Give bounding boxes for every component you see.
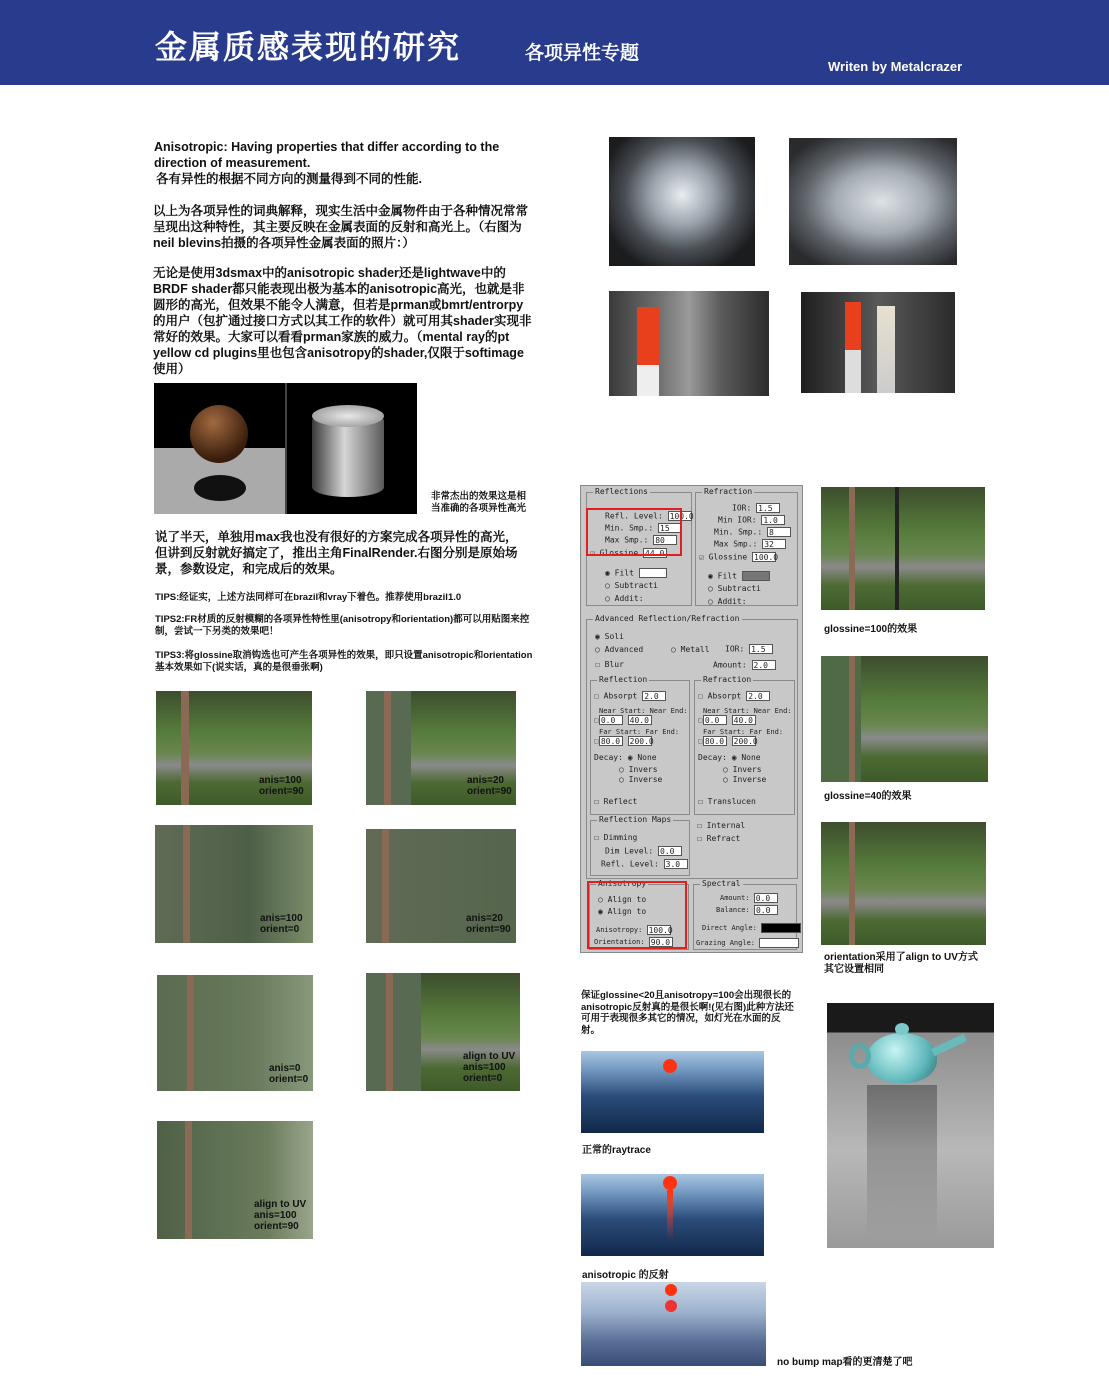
- absorpt-checkbox[interactable]: Absorpt: [603, 691, 638, 701]
- pole-shape: [386, 973, 393, 1091]
- panel-shape: [366, 973, 421, 1091]
- orientation-field[interactable]: 90.0: [649, 937, 673, 947]
- r-decay-inverse-radio[interactable]: Inverse: [732, 775, 767, 784]
- render-glossine-40: [821, 656, 988, 782]
- min-ior-field[interactable]: 1.0: [761, 515, 785, 525]
- shadow-shape: [194, 475, 246, 501]
- marker-body-shape: [845, 350, 861, 393]
- anisotropy-group: Anisotropy ○ Align to ◉ Align to Anisotropy: 100.0 Orientation: 90.0: [589, 884, 689, 950]
- internal-checkbox[interactable]: Internal: [706, 821, 746, 830]
- teapot-handle-shape: [849, 1043, 871, 1069]
- thumb-6-line1: align to UV: [463, 1051, 516, 1062]
- r-min-smp-label: Min. Smp.:: [714, 527, 763, 537]
- highlight-reflections: [586, 508, 682, 556]
- r-addit-radio[interactable]: Addit:: [717, 597, 747, 606]
- amount-label: Amount:: [713, 660, 747, 670]
- thumb-3: [155, 825, 313, 943]
- refraction-title: Refraction: [704, 487, 753, 496]
- direct-angle-label: Direct Angle:: [702, 924, 757, 932]
- tip-3: TIPS3:将glossine取消钩选也可产生各项异性的效果，即只设置anisotropic和orientation基本效果如下(说实话，真的是很垂张啊): [155, 650, 533, 673]
- thumb-4-line3: orient=90: [466, 924, 511, 935]
- thumb-7-line1: align to UV: [254, 1199, 307, 1210]
- align-to-radio-2[interactable]: Align to: [607, 907, 647, 916]
- r-near-start-field[interactable]: 0.0: [703, 715, 727, 725]
- refl-level-label: Refl. Level:: [605, 511, 663, 521]
- cylinder-top: [312, 405, 384, 427]
- r-max-smp-field[interactable]: 32: [762, 539, 786, 549]
- spectral-group: [693, 879, 797, 950]
- glossine-label[interactable]: Glossine: [599, 548, 639, 558]
- red-light-shape: [665, 1284, 677, 1296]
- teapot-reflection-shape: [867, 1085, 937, 1235]
- thumb-4: [366, 829, 516, 943]
- page-subtitle: 各项异性专题: [525, 42, 640, 64]
- r-decay-label: Decay:: [698, 753, 727, 762]
- r-filt-color-swatch[interactable]: [742, 571, 770, 581]
- photo-pot-2: [789, 138, 957, 265]
- thumb-1-line2: anis=100: [259, 775, 302, 786]
- thumb-6-line2: anis=100: [463, 1062, 506, 1073]
- addit-radio[interactable]: Addit:: [614, 594, 644, 603]
- thumb-3-line2: anis=100: [260, 913, 303, 924]
- thumb-5-line2: anis=0: [269, 1063, 301, 1074]
- r-absorpt-checkbox[interactable]: Absorpt: [707, 691, 742, 701]
- tip-1: TIPS:经证实，上述方法同样可在brazil和vray下着色。推荐使用brazil1.0: [155, 592, 462, 603]
- reflections-title: Reflections: [595, 487, 648, 496]
- teapot-body-shape: [867, 1033, 937, 1083]
- second-marker-shape: [877, 306, 895, 393]
- red-marker-shape: [637, 307, 659, 365]
- r-far-start-field[interactable]: 80.0: [703, 736, 727, 746]
- thumb-1-line3: orient=90: [259, 786, 304, 797]
- render-image: [154, 383, 417, 514]
- pole-shape: [382, 829, 389, 943]
- render-water-no-bump: [581, 1282, 766, 1366]
- direct-angle-swatch[interactable]: [761, 923, 801, 933]
- anisotropy-label: Anisotropy:: [596, 926, 643, 934]
- thumb-2-line2: anis=20: [467, 775, 504, 786]
- image-divider: [285, 383, 287, 514]
- subtracti-radio[interactable]: Subtracti: [614, 581, 658, 590]
- decay-label: Decay:: [594, 753, 623, 762]
- post-shape: [895, 487, 899, 610]
- reflection-maps-group: Reflection Maps ☐ Dimming Dim Level: 0.0 Refl. Level: 3.0: [590, 820, 690, 876]
- translucen-checkbox[interactable]: Translucen: [707, 797, 756, 806]
- pole-shape: [183, 825, 190, 943]
- pole-shape: [849, 487, 855, 610]
- definition-cn: 各有异性的根据不同方向的测量得到不同的性能.: [156, 172, 422, 186]
- pole-shape: [185, 1121, 192, 1239]
- r-max-smp-label: Max Smp.:: [714, 539, 758, 549]
- far-end-label: Far End:: [645, 728, 680, 736]
- r-min-smp-field[interactable]: 8: [767, 527, 791, 537]
- pole-shape: [187, 975, 194, 1091]
- reflection-maps-title: Reflection Maps: [599, 815, 672, 824]
- filt-radio[interactable]: Filt: [614, 568, 634, 578]
- r-absorpt-field[interactable]: 2.0: [746, 691, 770, 701]
- thumb-5-line3: orient=0: [269, 1074, 309, 1085]
- reflections-group: Reflections Refl. Level: 100.0 Min. Smp.: 15 Max Smp.: 80 ☑ Glossine 44.0 ◉ Filt ○ Subtracti ○ Addit:: [586, 492, 692, 606]
- refraction-group: Refraction IOR: 1.5 Min IOR: 1.0 Min. Smp.: 8 Max Smp.: 32 ☑ Glossine 100.0 ◉ Filt ○ Subtracti ○ Addit:: [695, 492, 798, 606]
- blur-checkbox[interactable]: Blur: [604, 660, 624, 669]
- r-near-end-field[interactable]: 40.0: [732, 715, 756, 725]
- refl-level2-field[interactable]: 3.0: [664, 859, 688, 869]
- red-marker-shape: [845, 302, 861, 350]
- refraction-sub-title: Refraction: [703, 675, 752, 684]
- thumb-2-line3: orient=90: [467, 786, 512, 797]
- thumb-5: [157, 975, 313, 1091]
- near-start-label: Near Start:: [599, 707, 646, 715]
- intro-paragraph-2: 无论是使用3dsmax中的anisotropic shader还是lightwave中的BRDF shader都只能表现出极为基本的anisotropic高光，也就是非圆形的高光，但效果不能令人满意，但若是prman或bmrt/entrorpy的用户（包扩通过接口方式以其工作的软件）就可用其shader实现非常好的效果。大家可以看看prman家族的威力。（mental ray的pt yellow cd plugins里也包含anisotropy的shader,仅限于softimage使用）: [153, 266, 532, 376]
- highlight-anisotropy: [587, 881, 687, 949]
- reflect-checkbox[interactable]: Reflect: [603, 797, 638, 806]
- thumb-3-line3: orient=0: [260, 924, 300, 935]
- decay-invers-radio[interactable]: Invers: [628, 765, 658, 774]
- reflection-sub-title: Reflection: [599, 675, 648, 684]
- refraction-sub-group: Refraction ☐ Absorpt 2.0 Near Start: Near End: ☐ 0.0 40.0 Far Start: Far End: ☐ 80.0 200.0 Decay: ◉ None ○ Invers ○ Inverse ☐ Translucen: [694, 680, 795, 815]
- marker-body-shape: [637, 365, 659, 396]
- panel-shape: [821, 656, 861, 782]
- refl-level-field[interactable]: 100.0: [669, 512, 694, 521]
- red-reflection-shape: [665, 1300, 677, 1312]
- adv-ior-field[interactable]: 1.5: [749, 644, 773, 654]
- header-banner: [0, 0, 1109, 85]
- balance-label: Balance:: [716, 906, 750, 914]
- grazing-angle-label: Grazing Angle:: [696, 939, 756, 947]
- r-decay-invers-radio[interactable]: Invers: [732, 765, 762, 774]
- pole-shape: [849, 822, 855, 945]
- render-caption: 非常杰出的效果这是相当准确的各项异性高光: [431, 491, 527, 514]
- advanced-group: Advanced Reflection/Refraction ◉ Soli ○ Advanced ○ Metall IOR: 1.5 ☐ Blur Amount: 2.0 Reflection ☐ Absorpt 2.0 Near Start: Near End: ☐ 0.0 40.0 Far Start: Far End: ☐ 80.0 200.0 Decay: ◉ None ○ Invers ○ Inverse ☐ Reflect Refraction ☐ Absorpt 2.0 Near Start: Near End: ☐ 0.0 40.0 Far Start: Far End: ☐ 80.0 200.0 Decay: ◉ None ○ Invers ○ Inverse ☐ Translucen ☐ Internal ☐ Refract Reflection Maps ☐ Dimming Dim Level: 0.0 Refl. Level: 3.0: [586, 619, 798, 879]
- thumb-1: [156, 691, 312, 805]
- anisotropy-title: Anisotropy: [598, 879, 647, 888]
- photo-marker-2: [801, 292, 955, 393]
- glossine-field[interactable]: 44.0: [643, 548, 667, 558]
- pole-shape: [181, 691, 189, 805]
- render-water-anisotropic: [581, 1174, 764, 1256]
- orientation-label: Orientation:: [594, 938, 645, 946]
- caption-glossine-40: glossine=40的效果: [824, 791, 912, 802]
- sphere-shape: [190, 405, 248, 463]
- dim-level-label: Dim Level:: [605, 846, 654, 856]
- min-ior-label: Min IOR:: [718, 515, 757, 525]
- advanced-title: Advanced Reflection/Refraction: [595, 614, 740, 623]
- dimming-checkbox[interactable]: Dimming: [603, 833, 638, 842]
- dim-level-field[interactable]: 0.0: [658, 846, 682, 856]
- caption-glossine-100: glossine=100的效果: [824, 624, 918, 635]
- absorpt-field[interactable]: 2.0: [642, 691, 666, 701]
- near-end-field[interactable]: 40.0: [628, 715, 652, 725]
- grazing-angle-swatch[interactable]: [759, 938, 799, 948]
- far-start-field[interactable]: 80.0: [599, 736, 623, 746]
- amount-field[interactable]: 2.0: [752, 660, 776, 670]
- pole-shape: [384, 691, 391, 805]
- spectral-title: Spectral: [702, 879, 741, 888]
- definition-en: Anisotropic: Having properties that differ according to the direction of measurement.: [154, 140, 500, 170]
- material-settings-panel: [580, 485, 803, 953]
- thumb-7-line3: orient=90: [254, 1221, 299, 1232]
- soli-radio[interactable]: Soli: [604, 632, 624, 641]
- sp-amount-field[interactable]: 0.0: [754, 893, 778, 903]
- balance-field[interactable]: 0.0: [754, 905, 778, 915]
- max-smp-label: Max Smp.:: [605, 535, 649, 545]
- caption-orientation: orientation采用了align to UV方式其它设置相同: [824, 952, 978, 975]
- caption-anisotropic: anisotropic 的反射: [582, 1270, 669, 1281]
- photo-pot-1: [609, 137, 755, 266]
- photo-marker-1: [609, 291, 769, 396]
- water-description: 保证glossine<20且anisotropy=100会出现很长的anisotropic反射真的是很长啊!(见右图)此种方法还可用于表现很多其它的情况，如灯光在水面的反射。: [581, 990, 794, 1036]
- r-far-end-field[interactable]: 200.0: [733, 737, 758, 746]
- paragraph-3: 说了半天，单独用max我也没有很好的方案完成各项异性的高光，但讲到反射就好搞定了，推出主角FinalRender.右图分别是原始场景，参数设定，和完成后的效果。: [155, 530, 518, 576]
- pole-shape: [849, 656, 855, 782]
- caption-no-bump: no bump map看的更清楚了吧: [777, 1357, 913, 1368]
- decay-none-radio[interactable]: None: [637, 753, 657, 762]
- thumb-6-line3: orient=0: [463, 1073, 503, 1084]
- sp-amount-label: Amount:: [720, 894, 750, 902]
- intro-paragraph-1: 以上为各项异性的词典解释，现实生活中金属物件由于各种情况常常呈现出这种特性，其主要反映在金属表面的反射和高光上。（右图为neil blevins拍摄的各项异性金属表面的照片：）: [153, 204, 529, 250]
- r-glossine-field[interactable]: 100.0: [754, 553, 779, 562]
- r-glossine-label[interactable]: Glossine: [708, 552, 748, 562]
- r-near-end-label: Near End:: [753, 707, 792, 715]
- thumb-7: [157, 1121, 313, 1239]
- metall-radio[interactable]: Metall: [680, 645, 710, 654]
- caption-raytrace: 正常的raytrace: [582, 1145, 651, 1156]
- advanced-radio[interactable]: Advanced: [604, 645, 644, 654]
- refract-checkbox[interactable]: Refract: [706, 834, 741, 843]
- thumb-2: [366, 691, 516, 805]
- refl-level2-label: Refl. Level:: [601, 859, 659, 869]
- thumb-4-line2: anis=20: [466, 913, 503, 924]
- reflection-sub-group: Reflection ☐ Absorpt 2.0 Near Start: Near End: ☐ 0.0 40.0 Far Start: Far End: ☐ 80.0 200.0 Decay: ◉ None ○ Invers ○ Inverse ☐ Reflect: [590, 680, 690, 815]
- r-far-end-label: Far End:: [749, 728, 784, 736]
- near-start-field[interactable]: 0.0: [599, 715, 623, 725]
- filt-color-swatch[interactable]: [639, 568, 667, 578]
- r-decay-none-radio[interactable]: None: [741, 753, 761, 762]
- min-smp-label: Min. Smp.:: [605, 523, 654, 533]
- red-light-shape: [663, 1176, 677, 1190]
- author-credit: Writen by Metalcrazer: [828, 59, 963, 74]
- max-smp-field[interactable]: 80: [653, 535, 677, 545]
- ior-label: IOR:: [732, 503, 752, 513]
- ior-field[interactable]: 1.5: [756, 503, 780, 513]
- red-streak-shape: [667, 1190, 673, 1240]
- page-title: 金属质感表现的研究: [155, 28, 462, 66]
- near-end-label: Near End:: [649, 707, 688, 715]
- teapot-spout-shape: [931, 1034, 967, 1056]
- thumb-7-line2: anis=100: [254, 1210, 297, 1221]
- tip-2: TIPS2:FR材质的反射模糊的各项异性特性里(anisotropy和orientation)都可以用贴图来控制，尝试一下另类的效果吧！: [155, 614, 530, 637]
- min-smp-field[interactable]: 15: [658, 523, 682, 533]
- r-subtracti-radio[interactable]: Subtracti: [717, 584, 761, 593]
- red-light-shape: [663, 1059, 677, 1073]
- render-water-raytrace: [581, 1051, 764, 1133]
- r-far-start-label: Far Start:: [703, 728, 746, 736]
- far-end-field[interactable]: 200.0: [629, 737, 654, 746]
- anisotropy-field[interactable]: 100.0: [648, 926, 673, 935]
- render-glossine-100: [821, 487, 985, 610]
- r-near-start-label: Near Start:: [703, 707, 750, 715]
- thumb-6: [366, 973, 520, 1091]
- adv-ior-label: IOR:: [725, 644, 745, 654]
- far-start-label: Far Start:: [599, 728, 642, 736]
- decay-inverse-radio[interactable]: Inverse: [628, 775, 663, 784]
- teapot-lid-shape: [895, 1023, 909, 1035]
- r-filt-radio[interactable]: Filt: [717, 571, 737, 581]
- align-to-radio-1[interactable]: Align to: [607, 895, 647, 904]
- render-teapot: [827, 1003, 994, 1248]
- render-orientation: [821, 822, 986, 945]
